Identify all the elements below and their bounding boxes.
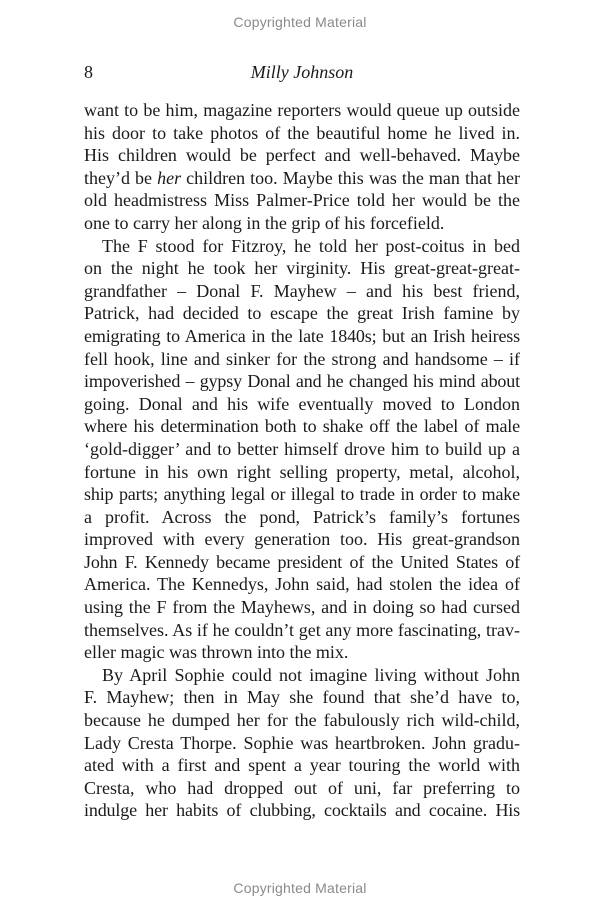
text-line: eller magic was thrown into the mix. (84, 642, 349, 663)
page-number: 8 (84, 62, 93, 82)
text-line: fortune in his own right selling property, metal, alcohol, (84, 461, 520, 482)
text-line: one to carry her along in the grip of his forcefield. (84, 212, 445, 233)
text-line: ship parts; anything legal or illegal to trade in order to make (84, 484, 520, 505)
copyright-watermark-bottom: Copyrighted Material (233, 880, 367, 896)
text-line (84, 167, 520, 190)
text-line: Patrick, had decided to escape the great Irish famine by (84, 303, 520, 324)
text-line: ‘gold-digger’ and to better himself drove him to build up a (84, 438, 520, 459)
copyright-watermark-top: Copyrighted Material (233, 14, 367, 30)
text-segment: children too. Maybe this was the man that her (181, 167, 520, 188)
text-line: America. The Kennedys, John said, had stolen the idea of (84, 574, 520, 595)
text-line: old headmistress Miss Palmer-Price told her would be the (84, 190, 520, 211)
text-line: on the night he took her virginity. His great-great-great- (84, 258, 520, 279)
text-line: By April Sophie could not imagine living without John (102, 664, 520, 685)
text-line: want to be him, magazine reporters would queue up outside (84, 100, 520, 120)
text-line: improved with every generation too. His great-grandson (84, 529, 520, 550)
text-line: ated with a first and spent a year touring the world with (84, 755, 520, 776)
text-line: indulge her habits of clubbing, cocktails and cocaine. His (84, 800, 520, 821)
running-head (84, 62, 520, 88)
text-line: themselves. As if he couldn’t get any more fascinating, trav- (84, 619, 520, 640)
text-line: The F stood for Fitzroy, he told her post-coitus in bed (102, 235, 520, 256)
text-line: Cresta, who had dropped out of uni, far preferring to (84, 777, 520, 798)
text-line: because he dumped her for the fabulously rich wild-child, (84, 710, 520, 731)
text-line: emigrating to America in the late 1840s; but an Irish heiress (84, 325, 520, 346)
text-line: a profit. Across the pond, Patrick’s family’s fortunes (84, 506, 520, 527)
text-line: Lady Cresta Thorpe. Sophie was heartbroken. John gradu- (84, 732, 520, 753)
book-title: Milly Johnson (250, 62, 354, 82)
text-line: his door to take photos of the beautiful home he lived in. (84, 122, 520, 143)
italic-emphasis: her (157, 167, 182, 188)
text-line: grandfather – Donal F. Mayhew – and his best friend, (84, 280, 520, 301)
text-line: His children would be perfect and well-behaved. Maybe (84, 145, 520, 166)
text-line: using the F from the Mayhews, and in doing so had cursed (84, 597, 520, 618)
body-text (84, 99, 520, 822)
text-line: fell hook, line and sinker for the strong and handsome – if (84, 348, 520, 369)
text-line: John F. Kennedy became president of the United States of (84, 551, 520, 572)
text-line: F. Mayhew; then in May she found that she’d have to, (84, 687, 520, 708)
text-line: impoverished – gypsy Donal and he changed his mind about (84, 371, 520, 392)
text-segment: they’d be (84, 167, 158, 188)
text-line: where his determination both to shake off the label of male (84, 416, 520, 437)
text-line: going. Donal and his wife eventually moved to London (84, 393, 520, 414)
